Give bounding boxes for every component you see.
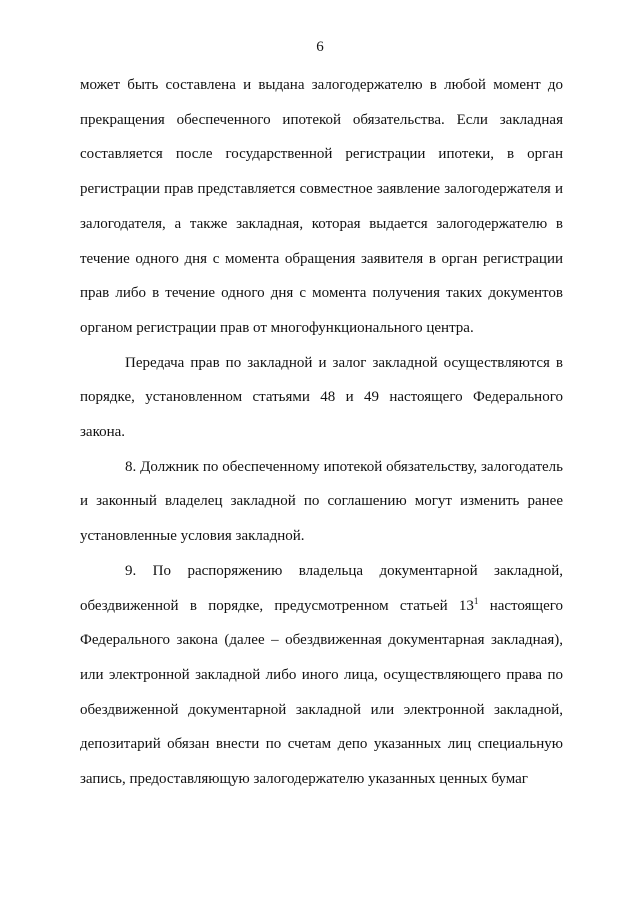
page-number: 6	[316, 39, 324, 55]
article-superscript: 1	[473, 595, 479, 606]
paragraph-item-9-part-2: настоящего Федерального закона (далее – обездвиженная документарная закладная), или электронной закладной либо иного лица, осуществляющего права по обездвиженной документарной закладной или электронной закладной, депозитарий обязан внести по счетам депо указанных лиц специальную запись, предоставляющую залогодержателю указанных ценных бумаг	[80, 597, 564, 788]
document-body	[80, 68, 563, 797]
paragraph-transfer-of-rights: Передача прав по закладной и залог закладной осуществляются в порядке, установленном статьями 48 и 49 настоящего Федерального закона.	[80, 354, 563, 441]
paragraph-item-9	[80, 554, 563, 797]
paragraph-continuation: может быть составлена и выдана залогодержателю в любой момент до прекращения обеспеченного ипотекой обязательства. Если закладная составляется после государственной регистрации ипотеки, в орган регистрации прав представляется совместное заявление залогодержателя и залогодателя, а также закладная, которая выдается залогодержателю в течение одного дня с момента обращения заявителя в орган регистрации прав либо в течение одного дня с момента получения таких документов органом регистрации прав от многофункционального центра.	[80, 77, 563, 336]
paragraph-item-9-part-1: 9. По распоряжению владельца документарной закладной, обездвиженной в порядке, предусмотренном статьей 13	[80, 562, 563, 614]
paragraph-item-8: 8. Должник по обеспеченному ипотекой обязательству, залогодатель и законный владелец закладной по соглашению могут изменить ранее установленные условия закладной.	[80, 458, 563, 545]
